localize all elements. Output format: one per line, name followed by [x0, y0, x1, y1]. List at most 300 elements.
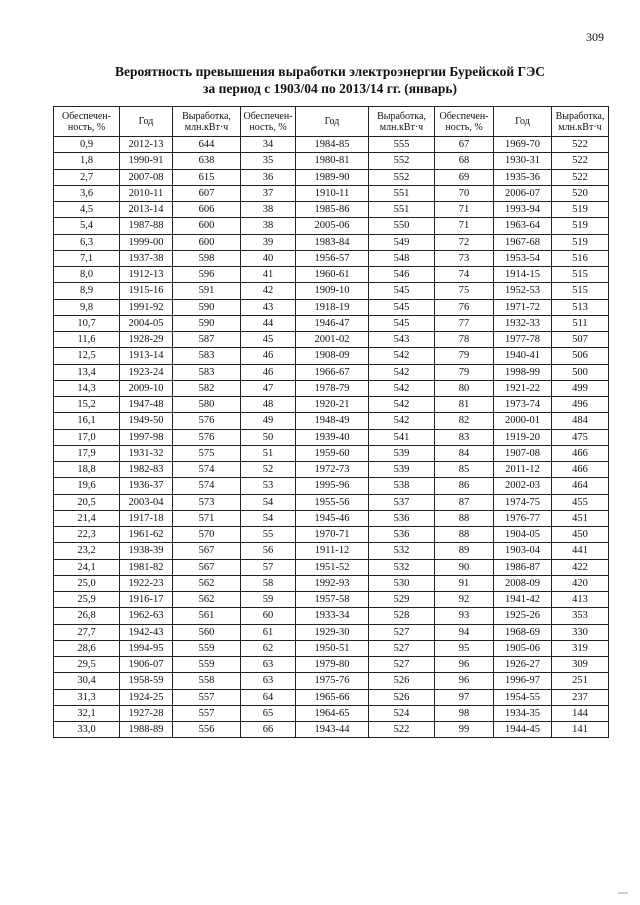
year-cell: 2010-11: [120, 185, 173, 201]
year-cell: 1951-52: [296, 559, 369, 575]
year-cell: 1934-35: [494, 705, 552, 721]
probability-cell: 62: [241, 640, 296, 656]
table-header-row: [54, 107, 609, 137]
output-cell: 519: [552, 218, 609, 234]
year-cell: 1923-24: [120, 364, 173, 380]
output-cell: 506: [552, 348, 609, 364]
output-cell: 515: [552, 267, 609, 283]
probability-cell: 28,6: [54, 640, 120, 656]
probability-cell: 64: [241, 689, 296, 705]
probability-cell: 73: [435, 250, 494, 266]
year-cell: 1987-88: [120, 218, 173, 234]
output-cell: 251: [552, 673, 609, 689]
output-cell: 527: [369, 640, 435, 656]
year-cell: 1962-63: [120, 608, 173, 624]
probability-cell: 50: [241, 429, 296, 445]
table-row: [54, 429, 609, 445]
probability-cell: 88: [435, 510, 494, 526]
output-cell: 574: [173, 478, 241, 494]
year-cell: 1968-69: [494, 624, 552, 640]
year-cell: 2000-01: [494, 413, 552, 429]
year-cell: 1972-73: [296, 462, 369, 478]
output-cell: 519: [552, 202, 609, 218]
output-cell: 522: [552, 137, 609, 153]
year-cell: 1932-33: [494, 315, 552, 331]
year-cell: 1963-64: [494, 218, 552, 234]
year-cell: 2007-08: [120, 169, 173, 185]
probability-cell: 42: [241, 283, 296, 299]
output-cell: 520: [552, 185, 609, 201]
table-row: [54, 267, 609, 283]
table-row: [54, 397, 609, 413]
probability-cell: 23,2: [54, 543, 120, 559]
year-cell: 1917-18: [120, 510, 173, 526]
probability-cell: 2,7: [54, 169, 120, 185]
output-cell: 556: [173, 722, 241, 738]
probability-cell: 17,0: [54, 429, 120, 445]
output-cell: 455: [552, 494, 609, 510]
table-row: [54, 640, 609, 656]
output-cell: 330: [552, 624, 609, 640]
year-cell: 1940-41: [494, 348, 552, 364]
probability-cell: 46: [241, 348, 296, 364]
probability-cell: 95: [435, 640, 494, 656]
probability-cell: 8,9: [54, 283, 120, 299]
probability-cell: 91: [435, 575, 494, 591]
year-cell: 1907-08: [494, 445, 552, 461]
output-cell: 353: [552, 608, 609, 624]
probability-cell: 84: [435, 445, 494, 461]
probability-cell: 85: [435, 462, 494, 478]
year-cell: 1986-87: [494, 559, 552, 575]
probability-cell: 43: [241, 299, 296, 315]
output-cell: 500: [552, 364, 609, 380]
output-cell: 549: [369, 234, 435, 250]
title-line-1: Вероятность превышения выработки электроэнергии Бурейской ГЭС: [114, 64, 546, 79]
table-row: [54, 559, 609, 575]
probability-cell: 88: [435, 527, 494, 543]
table-row: [54, 153, 609, 169]
table-row: [54, 624, 609, 640]
output-cell: 516: [552, 250, 609, 266]
probability-cell: 54: [241, 494, 296, 510]
output-cell: 545: [369, 299, 435, 315]
probability-cell: 49: [241, 413, 296, 429]
output-cell: 561: [173, 608, 241, 624]
probability-cell: 70: [435, 185, 494, 201]
output-cell: 539: [369, 445, 435, 461]
output-cell: 484: [552, 413, 609, 429]
probability-cell: 99: [435, 722, 494, 738]
output-cell: 539: [369, 462, 435, 478]
output-cell: 527: [369, 657, 435, 673]
probability-cell: 14,3: [54, 380, 120, 396]
year-cell: 1969-70: [494, 137, 552, 153]
output-cell: 583: [173, 364, 241, 380]
output-cell: 522: [369, 722, 435, 738]
probability-cell: 46: [241, 364, 296, 380]
year-cell: 1995-96: [296, 478, 369, 494]
output-cell: 545: [369, 315, 435, 331]
table-row: [54, 478, 609, 494]
table-body: [54, 137, 609, 738]
table-row: [54, 332, 609, 348]
probability-cell: 33,0: [54, 722, 120, 738]
output-cell: 598: [173, 250, 241, 266]
header-output: Выработка, млн.кВт·ч: [369, 107, 435, 137]
probability-cell: 83: [435, 429, 494, 445]
year-cell: 1990-91: [120, 153, 173, 169]
output-cell: 499: [552, 380, 609, 396]
probability-cell: 48: [241, 397, 296, 413]
output-cell: 574: [173, 462, 241, 478]
probability-cell: 72: [435, 234, 494, 250]
probability-cell: 53: [241, 478, 296, 494]
output-cell: 496: [552, 397, 609, 413]
probability-cell: 31,3: [54, 689, 120, 705]
year-cell: 1971-72: [494, 299, 552, 315]
probability-cell: 16,1: [54, 413, 120, 429]
output-cell: 542: [369, 348, 435, 364]
probability-cell: 82: [435, 413, 494, 429]
output-cell: 441: [552, 543, 609, 559]
year-cell: 1993-94: [494, 202, 552, 218]
year-cell: 1977-78: [494, 332, 552, 348]
output-cell: 237: [552, 689, 609, 705]
year-cell: 1955-56: [296, 494, 369, 510]
table-row: [54, 705, 609, 721]
header-output: Выработка, млн.кВт·ч: [173, 107, 241, 137]
output-cell: 519: [552, 234, 609, 250]
output-cell: 466: [552, 462, 609, 478]
output-cell: 557: [173, 705, 241, 721]
output-cell: 541: [369, 429, 435, 445]
probability-cell: 17,9: [54, 445, 120, 461]
output-cell: 560: [173, 624, 241, 640]
table-row: [54, 413, 609, 429]
year-cell: 1976-77: [494, 510, 552, 526]
output-cell: 522: [552, 153, 609, 169]
year-cell: 1922-23: [120, 575, 173, 591]
scan-mark: [618, 892, 628, 894]
probability-cell: 69: [435, 169, 494, 185]
output-cell: 576: [173, 413, 241, 429]
year-cell: 1926-27: [494, 657, 552, 673]
year-cell: 1914-15: [494, 267, 552, 283]
output-cell: 580: [173, 397, 241, 413]
output-cell: 420: [552, 575, 609, 591]
year-cell: 1927-28: [120, 705, 173, 721]
probability-cell: 39: [241, 234, 296, 250]
table-row: [54, 315, 609, 331]
year-cell: 1912-13: [120, 267, 173, 283]
probability-cell: 5,4: [54, 218, 120, 234]
output-cell: 309: [552, 657, 609, 673]
probability-cell: 52: [241, 462, 296, 478]
table-row: [54, 494, 609, 510]
probability-cell: 41: [241, 267, 296, 283]
table-row: [54, 185, 609, 201]
table-row: [54, 218, 609, 234]
probability-cell: 98: [435, 705, 494, 721]
year-cell: 1956-57: [296, 250, 369, 266]
probability-cell: 79: [435, 348, 494, 364]
probability-cell: 94: [435, 624, 494, 640]
probability-table: [53, 106, 609, 738]
year-cell: 1952-53: [494, 283, 552, 299]
output-cell: 507: [552, 332, 609, 348]
probability-cell: 21,4: [54, 510, 120, 526]
output-cell: 590: [173, 315, 241, 331]
table-row: [54, 673, 609, 689]
probability-cell: 30,4: [54, 673, 120, 689]
output-cell: 524: [369, 705, 435, 721]
output-cell: 464: [552, 478, 609, 494]
output-cell: 528: [369, 608, 435, 624]
output-cell: 548: [369, 250, 435, 266]
probability-cell: 71: [435, 218, 494, 234]
year-cell: 2001-02: [296, 332, 369, 348]
year-cell: 1948-49: [296, 413, 369, 429]
year-cell: 1930-31: [494, 153, 552, 169]
output-cell: 511: [552, 315, 609, 331]
output-cell: 537: [369, 494, 435, 510]
probability-cell: 66: [241, 722, 296, 738]
year-cell: 1983-84: [296, 234, 369, 250]
probability-cell: 74: [435, 267, 494, 283]
year-cell: 1938-39: [120, 543, 173, 559]
output-cell: 545: [369, 283, 435, 299]
probability-cell: 75: [435, 283, 494, 299]
output-cell: 536: [369, 527, 435, 543]
table-row: [54, 592, 609, 608]
table-row: [54, 364, 609, 380]
year-cell: 1988-89: [120, 722, 173, 738]
year-cell: 1994-95: [120, 640, 173, 656]
probability-cell: 63: [241, 673, 296, 689]
probability-cell: 35: [241, 153, 296, 169]
output-cell: 583: [173, 348, 241, 364]
probability-cell: 34: [241, 137, 296, 153]
year-cell: 1936-37: [120, 478, 173, 494]
page-number: 309: [586, 30, 604, 44]
probability-cell: 92: [435, 592, 494, 608]
year-cell: 1959-60: [296, 445, 369, 461]
output-cell: 144: [552, 705, 609, 721]
probability-cell: 13,4: [54, 364, 120, 380]
probability-cell: 63: [241, 657, 296, 673]
year-cell: 1920-21: [296, 397, 369, 413]
year-cell: 1919-20: [494, 429, 552, 445]
probability-cell: 78: [435, 332, 494, 348]
year-cell: 2012-13: [120, 137, 173, 153]
output-cell: 567: [173, 543, 241, 559]
output-cell: 450: [552, 527, 609, 543]
probability-cell: 18,8: [54, 462, 120, 478]
year-cell: 1966-67: [296, 364, 369, 380]
probability-cell: 8,0: [54, 267, 120, 283]
year-cell: 1931-32: [120, 445, 173, 461]
year-cell: 1924-25: [120, 689, 173, 705]
year-cell: 1965-66: [296, 689, 369, 705]
probability-cell: 15,2: [54, 397, 120, 413]
output-cell: 551: [369, 185, 435, 201]
output-cell: 600: [173, 218, 241, 234]
probability-cell: 77: [435, 315, 494, 331]
probability-cell: 58: [241, 575, 296, 591]
probability-cell: 90: [435, 559, 494, 575]
year-cell: 1946-47: [296, 315, 369, 331]
probability-cell: 29,5: [54, 657, 120, 673]
probability-cell: 56: [241, 543, 296, 559]
header-probability: Обеспечен-ность, %: [241, 107, 296, 137]
year-cell: 1910-11: [296, 185, 369, 201]
output-cell: 576: [173, 429, 241, 445]
header-output: Выработка, млн.кВт·ч: [552, 107, 609, 137]
output-cell: 515: [552, 283, 609, 299]
table-row: [54, 137, 609, 153]
year-cell: 1961-62: [120, 527, 173, 543]
probability-cell: 86: [435, 478, 494, 494]
table-row: [54, 462, 609, 478]
header-probability: Обеспечен-ность, %: [54, 107, 120, 137]
probability-cell: 32,1: [54, 705, 120, 721]
output-cell: 141: [552, 722, 609, 738]
year-cell: 1999-00: [120, 234, 173, 250]
table-row: [54, 234, 609, 250]
probability-cell: 4,5: [54, 202, 120, 218]
year-cell: 2011-12: [494, 462, 552, 478]
year-cell: 2004-05: [120, 315, 173, 331]
table-row: [54, 543, 609, 559]
probability-cell: 51: [241, 445, 296, 461]
probability-cell: 80: [435, 380, 494, 396]
probability-cell: 24,1: [54, 559, 120, 575]
output-cell: 590: [173, 299, 241, 315]
probability-cell: 37: [241, 185, 296, 201]
year-cell: 1911-12: [296, 543, 369, 559]
probability-cell: 6,3: [54, 234, 120, 250]
probability-cell: 47: [241, 380, 296, 396]
year-cell: 1970-71: [296, 527, 369, 543]
year-cell: 1998-99: [494, 364, 552, 380]
probability-cell: 20,5: [54, 494, 120, 510]
probability-cell: 26,8: [54, 608, 120, 624]
year-cell: 1973-74: [494, 397, 552, 413]
output-cell: 542: [369, 380, 435, 396]
year-cell: 1949-50: [120, 413, 173, 429]
output-cell: 582: [173, 380, 241, 396]
year-cell: 1958-59: [120, 673, 173, 689]
probability-cell: 89: [435, 543, 494, 559]
probability-cell: 87: [435, 494, 494, 510]
year-cell: 1950-51: [296, 640, 369, 656]
probability-cell: 0,9: [54, 137, 120, 153]
output-cell: 550: [369, 218, 435, 234]
output-cell: 552: [369, 169, 435, 185]
year-cell: 1953-54: [494, 250, 552, 266]
probability-cell: 7,1: [54, 250, 120, 266]
output-cell: 526: [369, 673, 435, 689]
table-row: [54, 657, 609, 673]
probability-cell: 60: [241, 608, 296, 624]
year-cell: 1979-80: [296, 657, 369, 673]
output-cell: 527: [369, 624, 435, 640]
table-row: [54, 202, 609, 218]
output-cell: 536: [369, 510, 435, 526]
output-cell: 638: [173, 153, 241, 169]
probability-cell: 44: [241, 315, 296, 331]
year-cell: 1985-86: [296, 202, 369, 218]
probability-cell: 10,7: [54, 315, 120, 331]
header-year: Год: [296, 107, 369, 137]
probability-cell: 96: [435, 673, 494, 689]
table-row: [54, 527, 609, 543]
year-cell: 1992-93: [296, 575, 369, 591]
year-cell: 1980-81: [296, 153, 369, 169]
table-row: [54, 722, 609, 738]
probability-cell: 68: [435, 153, 494, 169]
probability-cell: 57: [241, 559, 296, 575]
table-row: [54, 169, 609, 185]
year-cell: 2009-10: [120, 380, 173, 396]
output-cell: 538: [369, 478, 435, 494]
year-cell: 1943-44: [296, 722, 369, 738]
probability-cell: 9,8: [54, 299, 120, 315]
output-cell: 607: [173, 185, 241, 201]
year-cell: 1928-29: [120, 332, 173, 348]
year-cell: 1997-98: [120, 429, 173, 445]
output-cell: 606: [173, 202, 241, 218]
table-row: [54, 250, 609, 266]
table-row: [54, 283, 609, 299]
output-cell: 546: [369, 267, 435, 283]
probability-cell: 38: [241, 202, 296, 218]
probability-cell: 76: [435, 299, 494, 315]
year-cell: 1947-48: [120, 397, 173, 413]
output-cell: 562: [173, 575, 241, 591]
header-probability: Обеспечен-ность, %: [435, 107, 494, 137]
probability-cell: 55: [241, 527, 296, 543]
output-cell: 570: [173, 527, 241, 543]
table-row: [54, 689, 609, 705]
probability-cell: 65: [241, 705, 296, 721]
probability-cell: 93: [435, 608, 494, 624]
output-cell: 596: [173, 267, 241, 283]
probability-cell: 25,0: [54, 575, 120, 591]
probability-cell: 61: [241, 624, 296, 640]
table-row: [54, 348, 609, 364]
probability-cell: 96: [435, 657, 494, 673]
year-cell: 1925-26: [494, 608, 552, 624]
probability-cell: 71: [435, 202, 494, 218]
year-cell: 1933-34: [296, 608, 369, 624]
year-cell: 2005-06: [296, 218, 369, 234]
output-cell: 575: [173, 445, 241, 461]
output-cell: 573: [173, 494, 241, 510]
output-cell: 551: [369, 202, 435, 218]
year-cell: 1974-75: [494, 494, 552, 510]
year-cell: 1996-97: [494, 673, 552, 689]
year-cell: 1937-38: [120, 250, 173, 266]
probability-cell: 27,7: [54, 624, 120, 640]
year-cell: 2006-07: [494, 185, 552, 201]
year-cell: 1916-17: [120, 592, 173, 608]
year-cell: 1913-14: [120, 348, 173, 364]
output-cell: 513: [552, 299, 609, 315]
table-row: [54, 575, 609, 591]
page-title: [60, 63, 600, 97]
